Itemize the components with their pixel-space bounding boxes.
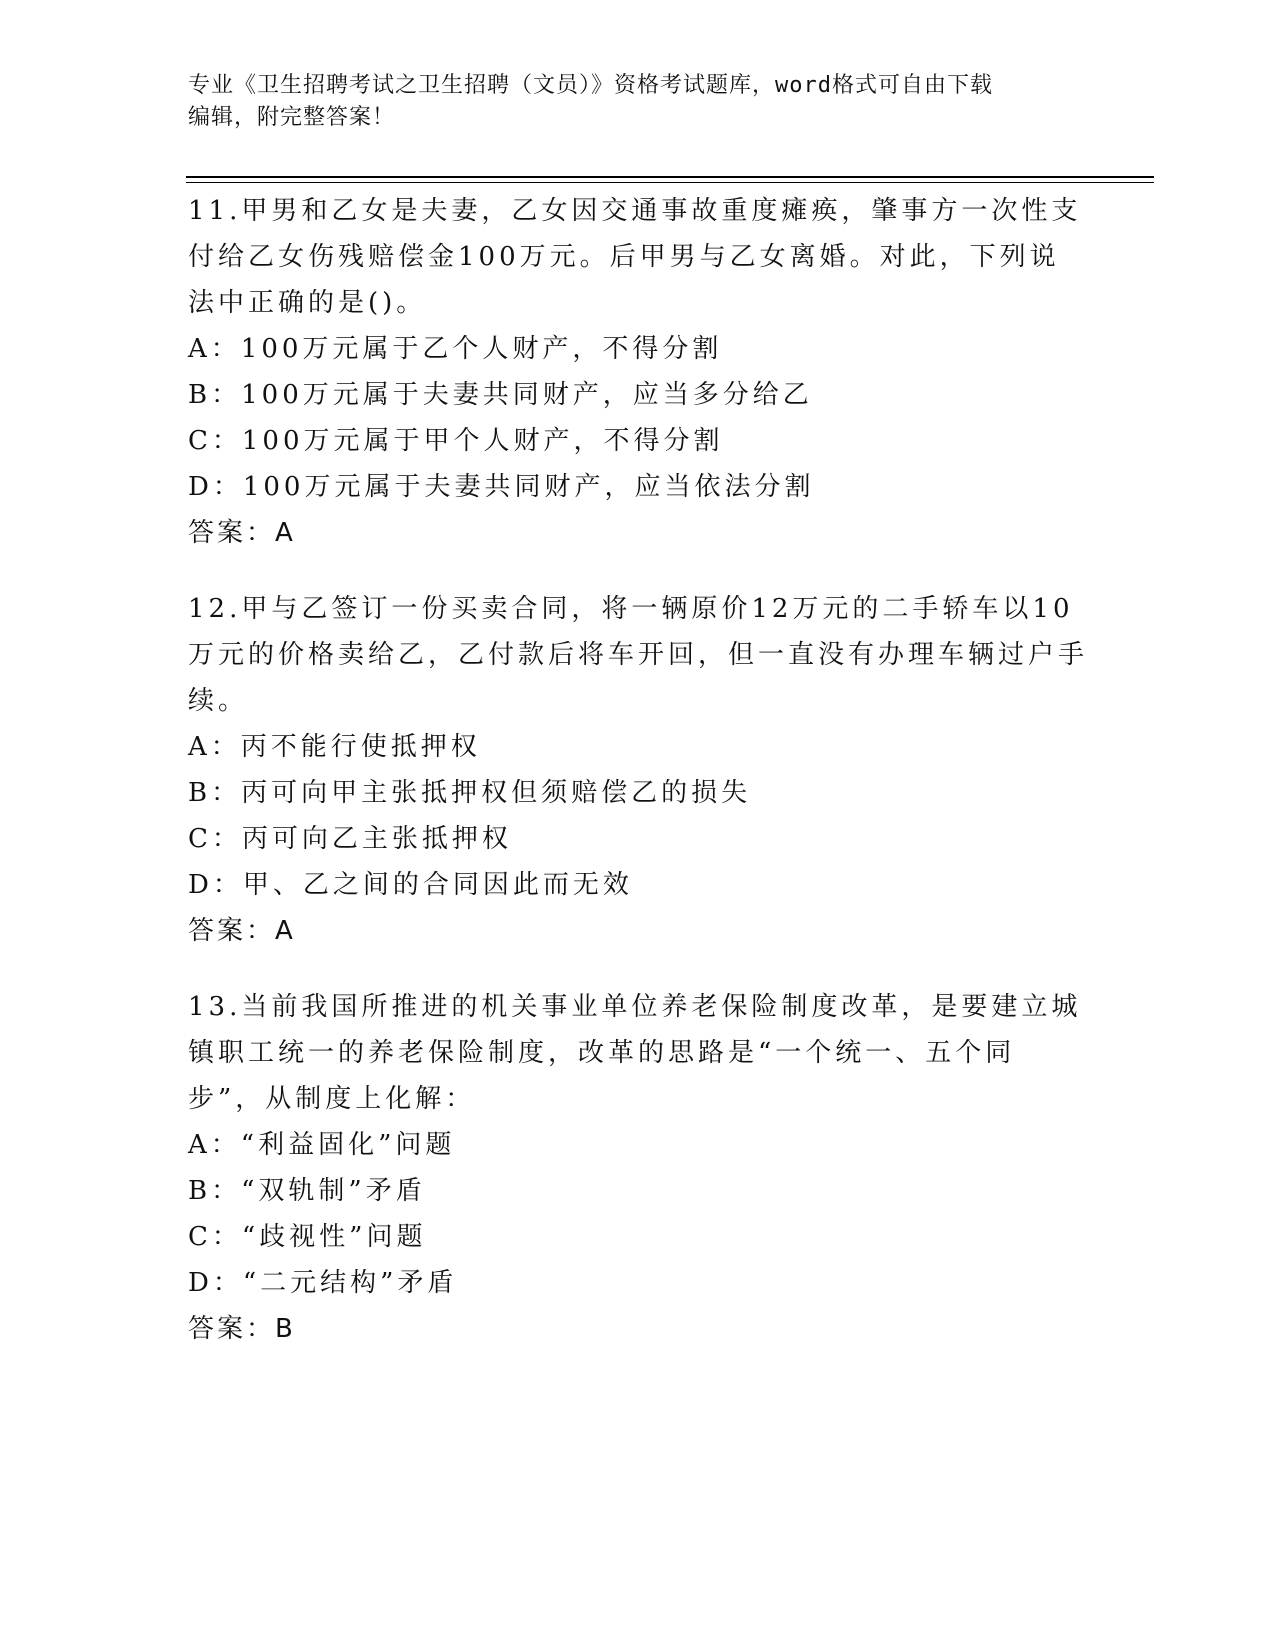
option-b: B：100万元属于夫妻共同财产，应当多分给乙 (188, 380, 813, 410)
option-d: D：“二元结构”矛盾 (188, 1268, 458, 1298)
question-11 (188, 188, 1088, 556)
header-divider-thin (186, 182, 1154, 183)
option-a: A：丙不能行使抵押权 (188, 732, 481, 762)
option-a: A：100万元属于乙个人财产，不得分割 (188, 334, 723, 364)
header-divider-thick (186, 176, 1154, 178)
option-a: A：“利益固化”问题 (188, 1130, 456, 1160)
option-b: B：“双轨制”矛盾 (188, 1176, 426, 1206)
option-c: C：丙可向乙主张抵押权 (188, 824, 512, 854)
answer-line: 答案：A (188, 518, 296, 548)
option-b: B：丙可向甲主张抵押权但须赔偿乙的损失 (188, 778, 752, 808)
option-c: C：“歧视性”问题 (188, 1222, 427, 1252)
answer-line: 答案：B (188, 1314, 296, 1344)
question-stem: 11.甲男和乙女是夫妻，乙女因交通事故重度瘫痪，肇事方一次性支付给乙女伤残赔偿金100万元。后甲男与乙女离婚。对此，下列说法中正确的是()。 (188, 196, 1082, 318)
question-13 (188, 984, 1088, 1352)
question-stem: 13.当前我国所推进的机关事业单位养老保险制度改革，是要建立城镇职工统一的养老保险制度，改革的思路是“一个统一、五个同步”，从制度上化解： (188, 992, 1082, 1114)
document-header (188, 70, 1088, 134)
option-d: D：100万元属于夫妻共同财产，应当依法分割 (188, 472, 815, 502)
question-stem: 12.甲与乙签订一份买卖合同，将一辆原价12万元的二手轿车以10万元的价格卖给乙，乙付款后将车开回，但一直没有办理车辆过户手续。 (188, 594, 1089, 716)
question-12 (188, 586, 1088, 954)
question-list (188, 188, 1088, 1382)
header-line-1: 专业《卫生招聘考试之卫生招聘（文员）》资格考试题库，word格式可自由下载 (188, 73, 993, 98)
option-c: C：100万元属于甲个人财产，不得分割 (188, 426, 724, 456)
header-line-2: 编辑，附完整答案！ (188, 105, 396, 130)
answer-line: 答案：A (188, 916, 296, 946)
option-d: D：甲、乙之间的合同因此而无效 (188, 870, 633, 900)
